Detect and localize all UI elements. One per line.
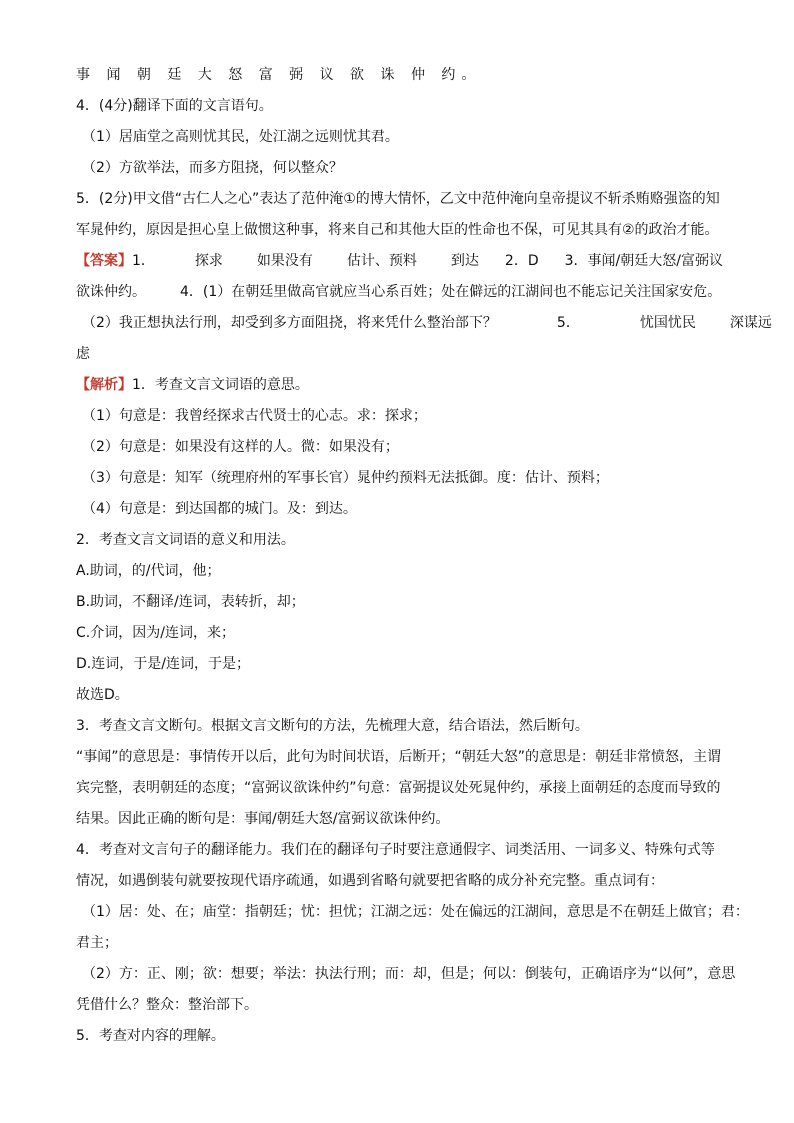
answer-1-label: 1． — [132, 253, 155, 269]
document-content — [76, 60, 772, 1052]
analysis-4-heading: 4．考查对文言句子的翻译能力。我们在的翻译句子时要注意通假字、词类活用、一词多义、特殊句式等 — [76, 842, 715, 858]
question-5-line-1: 5．(2分)甲文借“古仁人之心”表达了范仲淹①的博大情怀，乙文中范仲淹向皇帝提议不斩杀贿赂强盗的知 — [76, 191, 720, 207]
answer-2: 2．D — [504, 253, 539, 269]
analysis-2-heading: 2．考查文言文词语的意义和用法。 — [76, 532, 295, 548]
analysis-2-option-b: B.助词，不翻译/连词，表转折，却； — [76, 594, 305, 610]
answer-5-item-1: 忧国忧民 — [639, 315, 696, 331]
answer-5-item-2: 深谋远 — [729, 315, 772, 331]
question-5-line-2: 军晁仲约，原因是担心皇上做惯这种事，将来自己和其他大臣的性命也不保，可见其具有②的政治才能。 — [76, 222, 719, 238]
answer-1-item-1: 探求 — [194, 253, 223, 269]
answer-3-continued: 欲诛仲约。 — [76, 284, 146, 300]
question-4-sentence-2: （2）方欲举法，而多方阻挠，何以整众？ — [82, 160, 343, 176]
answer-5-label: 5． — [556, 315, 580, 331]
analysis-4-line-1: 情况，如遇倒装句就要按现代语序疏通，如遇到省略句就要把省略的成分补充完整。重点词有： — [76, 873, 664, 889]
analysis-tag: 【解析】 — [76, 377, 132, 393]
analysis-line-1 — [76, 370, 726, 401]
answer-4-part-2: （2）我正想执法行刑，却受到多方面阻挠，将来凭什么整治部下？ — [82, 315, 497, 331]
analysis-1-heading: 1．考查文言文词语的意思。 — [132, 377, 309, 393]
answer-1-item-2: 如果没有 — [256, 253, 313, 269]
analysis-3-heading: 3．考查文言文断句。根据文言文断句的方法，先梳理大意，结合语法，然后断句。 — [76, 718, 589, 734]
text-line: 事 闻 朝 廷 大 怒 富 弼 议 欲 诛 仲 约。 — [76, 67, 482, 83]
analysis-4-line-5: 凭借什么？整众：整治部下。 — [76, 997, 258, 1013]
analysis-3-line-3: 结果。因此正确的断句是：事闻/朝廷大怒/富弼议欲诛仲约。 — [76, 811, 450, 827]
analysis-2-option-c: C.介词，因为/连词，来； — [76, 625, 235, 641]
question-4-sentence-1: （1）居庙堂之高则忧其民，处江湖之远则忧其君。 — [82, 129, 399, 145]
analysis-3-line-1: “事闻”的意思是：事情传开以后，此句为时间状语，后断开；“朝廷大怒”的意思是：朝廷非常愤怒，主谓 — [76, 749, 722, 765]
analysis-2-option-d: D.连词，于是/连词，于是； — [76, 656, 250, 672]
analysis-4-line-3: 君主； — [76, 935, 118, 951]
answer-1-item-4: 到达 — [450, 253, 479, 269]
analysis-2-conclusion: 故选D。 — [76, 687, 129, 703]
analysis-1-item-4: （4）句意是：到达国都的城门。及：到达。 — [82, 501, 357, 517]
question-4-heading: 4．(4分)翻译下面的文言语句。 — [76, 98, 273, 114]
answer-1-item-3: 估计、预料 — [346, 253, 417, 269]
analysis-1-item-3: （3）句意是：知军（统理府州的军事长官）晁仲约预料无法抵御。度：估计、预料； — [82, 470, 609, 486]
answer-tag: 【答案】 — [76, 253, 132, 269]
answer-4-part-1: 4．(1）在朝廷里做高官就应当心系百姓；处在僻远的江湖间也不能忘记关注国家安危。 — [180, 284, 722, 300]
analysis-4-line-2: （1）居：处、在；庙堂：指朝廷；忧：担忧；江湖之远：处在偏远的江湖间，意思是不在朝廷上做官；君： — [82, 904, 749, 920]
analysis-2-option-a: A.助词，的/代词，他； — [76, 563, 221, 579]
answer-line-1 — [76, 246, 726, 277]
answer-line-3 — [76, 308, 772, 339]
answer-3: 3．事闻/朝廷大怒/富弼议 — [564, 253, 723, 269]
analysis-1-item-2: （2）句意是：如果没有这样的人。微：如果没有； — [82, 439, 399, 455]
analysis-3-line-2: 宾完整，表明朝廷的态度；“富弼议欲诛仲约”句意：富弼提议处死晁仲约，承接上面朝廷的态度而导致的 — [76, 780, 721, 796]
analysis-5-heading: 5．考查对内容的理解。 — [76, 1028, 225, 1044]
answer-line-4: 虑 — [76, 346, 90, 362]
analysis-4-line-4: （2）方：正、刚；欲：想要；举法：执法行刑；而：却，但是；何以：倒装句，正确语序为“以何”，意思 — [82, 966, 736, 982]
answer-line-2 — [76, 277, 726, 308]
analysis-1-item-1: （1）句意是：我曾经探求古代贤士的心志。求：探求； — [82, 408, 427, 424]
